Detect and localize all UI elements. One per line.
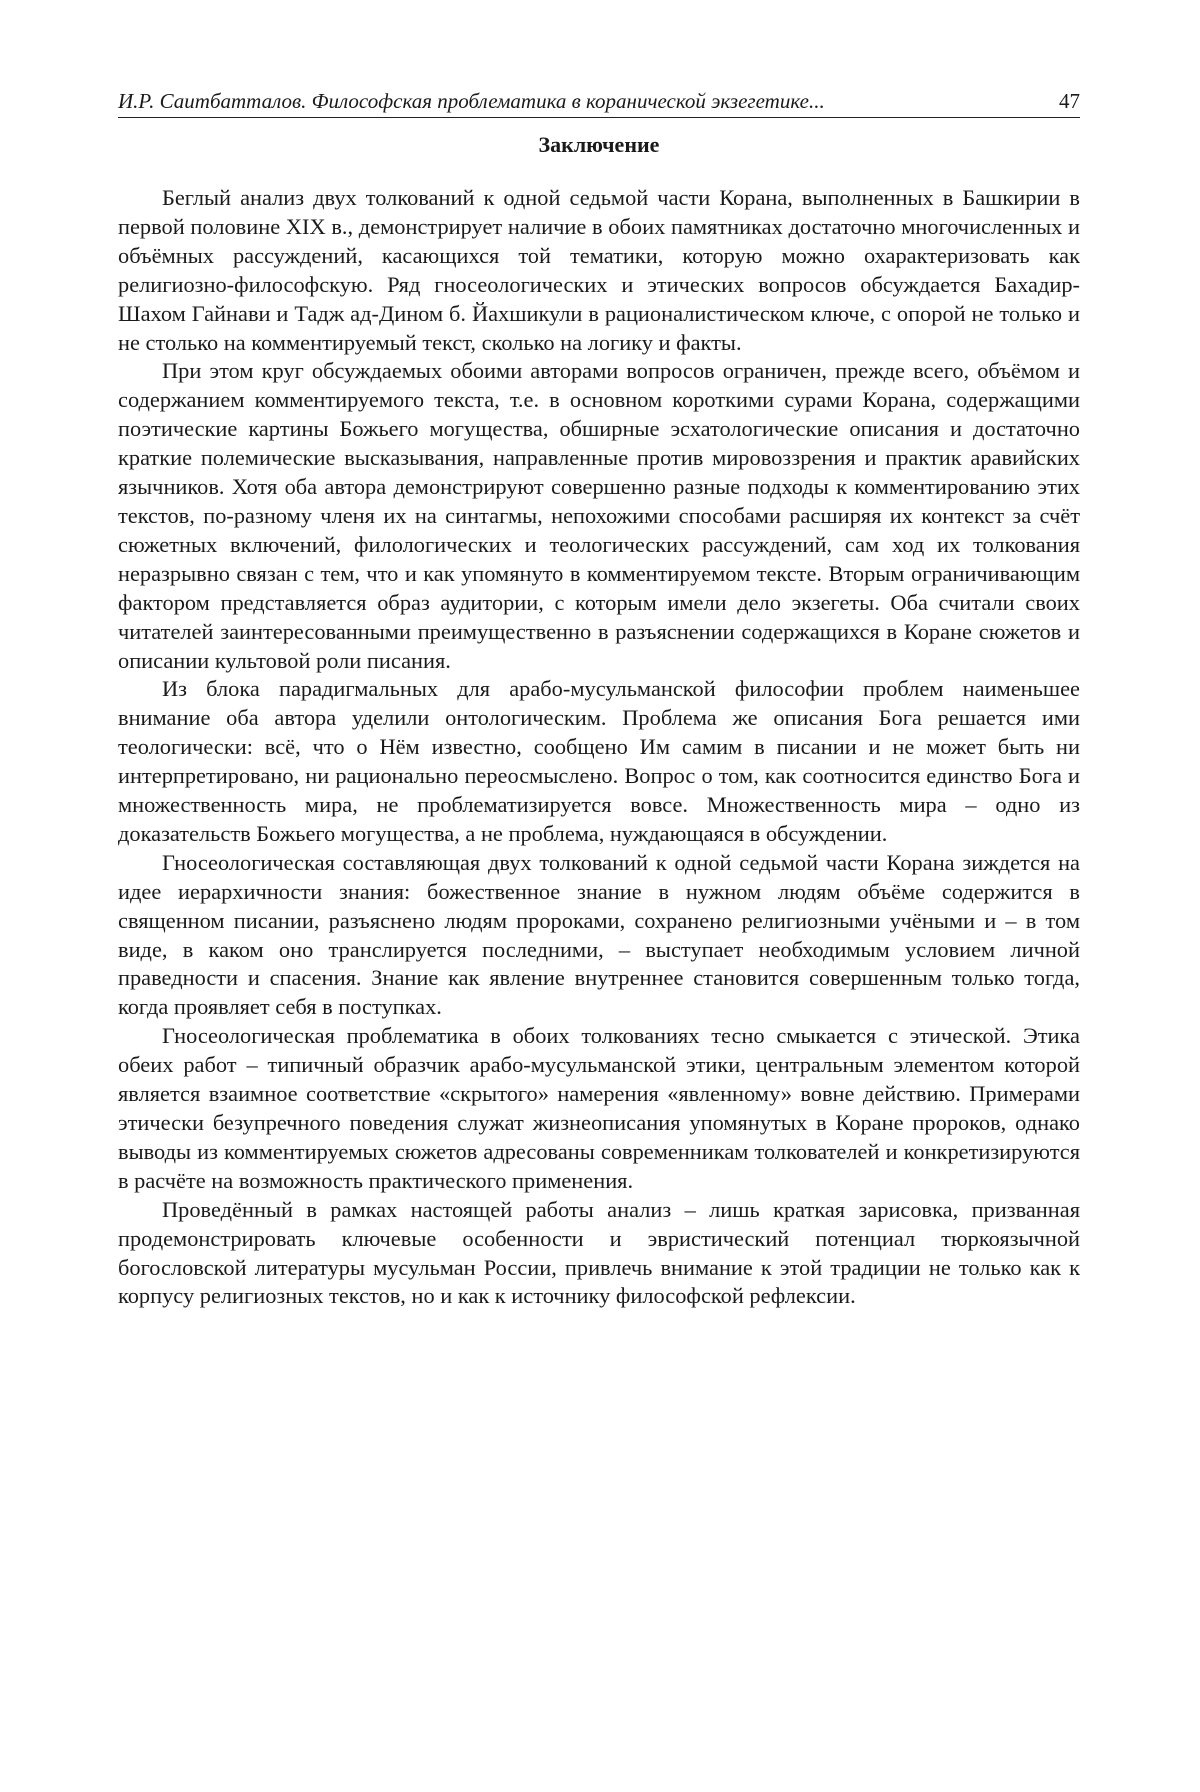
- paragraph: При этом круг обсуждаемых обоими авторами вопросов ограничен, прежде всего, объёмом и содержанием комментируемого текста, т.е. в основном короткими сурами Корана, содержащими поэтические картины Божьего могущества, обширные эсхатологические описания и достаточно краткие полемические высказывания, направленные против мировоззрения и практик аравийских язычников. Хотя оба автора демонстрируют совершенно разные подходы к комментированию этих текстов, по-разному членя их на синтагмы, непохожими способами расширяя их контекст за счёт сюжетных включений, филологических и теологических рассуждений, сам ход их толкования неразрывно связан с тем, что и как упомянуто в комментируемом тексте. Вторым ограничивающим фактором представляется образ аудитории, с которым имели дело экзегеты. Оба считали своих читателей заинтересованными преимущественно в разъяснении содержащихся в Коране сюжетов и описании культовой роли писания.: [118, 358, 1080, 673]
- document-page: [118, 88, 1080, 1311]
- paragraph: Гносеологическая проблематика в обоих толкованиях тесно смыкается с этической. Этика обеих работ – типичный образчик арабо-мусульманской этики, центральным элементом которой является взаимное соответствие «скрытого» намерения «явленному» вовне действию. Примерами этически безупречного поведения служат жизнеописания упомянутых в Коране пророков, однако выводы из комментируемых сюжетов адресованы современникам толкователей и конкретизируются в расчёте на возможность практического применения.: [118, 1023, 1080, 1193]
- running-title: И.Р. Саитбатталов. Философская проблематика в коранической экзегетике...: [118, 89, 825, 113]
- body-text: [118, 184, 1080, 1311]
- paragraph: Проведённый в рамках настоящей работы анализ – лишь краткая зарисовка, призванная продемонстрировать ключевые особенности и эвристический потенциал тюркоязычной богословской литературы мусульман России, привлечь внимание к этой традиции не только как к корпусу религиозных текстов, но и как к источнику философской рефлексии.: [118, 1196, 1080, 1309]
- section-title: Заключение: [538, 132, 660, 157]
- running-header: [118, 88, 1080, 118]
- paragraph: Гносеологическая составляющая двух толкований к одной седьмой части Корана зиждется на идее иерархичности знания: божественное знание в нужном людям объёме содержится в священном писании, разъяснено людям пророками, сохранено религиозными учёными и – в том виде, в каком оно транслируется последними, – выступает необходимым условием личной праведности и спасения. Знание как явление внутреннее становится совершенным только тогда, когда проявляет себя в поступках.: [118, 849, 1080, 1020]
- page-number: 47: [1059, 89, 1080, 113]
- paragraph: Из блока парадигмальных для арабо-мусульманской философии проблем наименьшее внимание оба автора уделили онтологическим. Проблема же описания Бога решается ими теологически: всё, что о Нём известно, сообщено Им самим в писании и не может быть ни интерпретировано, ни рационально переосмыслено. Вопрос о том, как соотносится единство Бога и множественность мира, не проблематизируется вовсе. Множественность мира – одно из доказательств Божьего могущества, а не проблема, нуждающаяся в обсуждении.: [118, 676, 1080, 846]
- paragraph: Беглый анализ двух толкований к одной седьмой части Корана, выполненных в Башкирии в первой половине XIX в., демонстрирует наличие в обоих памятниках достаточно многочисленных и объёмных рассуждений, касающихся той тематики, которую можно охарактеризовать как религиозно-философскую. Ряд гносеологических и этических вопросов обсуждается Бахадир-Шахом Гайнави и Тадж ад-Дином б. Йахшикули в рационалистическом ключе, с опорой не только и не столько на комментируемый текст, сколько на логику и факты.: [118, 185, 1080, 355]
